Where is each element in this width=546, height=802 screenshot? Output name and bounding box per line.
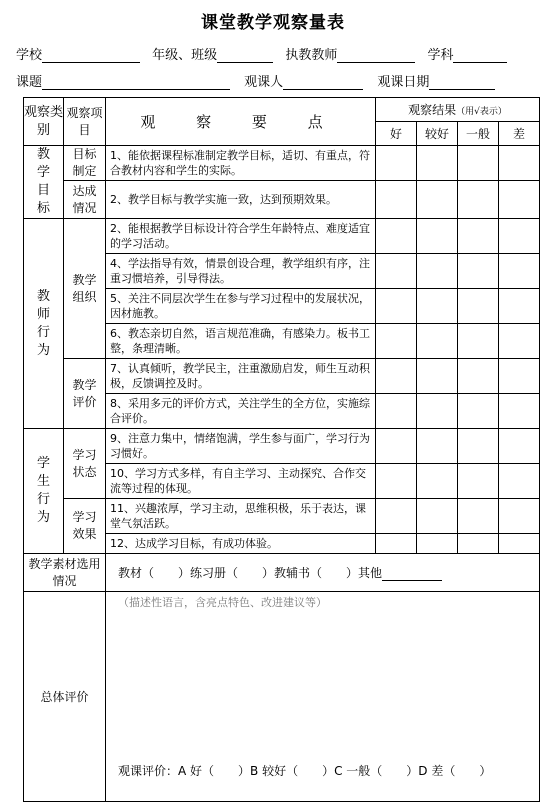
subitem-evaluation-label: 教学评价 xyxy=(72,377,97,409)
check-cell[interactable] xyxy=(417,534,458,554)
point-row: 12、达成学习目标，有成功体验。 xyxy=(106,534,376,554)
check-cell[interactable] xyxy=(417,394,458,429)
rating-average-header: 一般 xyxy=(458,122,499,146)
point-row: 10、学习方式多样，有自主学习、主动探究、合作交流等过程的体现。 xyxy=(106,464,376,499)
check-cell[interactable] xyxy=(417,429,458,464)
check-cell[interactable] xyxy=(376,146,417,181)
grade-class-field[interactable] xyxy=(217,48,273,63)
check-cell[interactable] xyxy=(458,219,499,254)
overall-rating: 观课评价：A 好（ ）B 较好（ ）C 一般（ ）D 差（ ） xyxy=(118,764,492,778)
result-label: 观察结果 xyxy=(408,103,457,117)
check-cell[interactable] xyxy=(417,464,458,499)
check-cell[interactable] xyxy=(499,394,540,429)
point-row: 5、关注不同层次学生在参与学习过程中的发展状况，因材施教。 xyxy=(106,289,376,324)
rating-poor-header: 差 xyxy=(499,122,540,146)
overall-cell[interactable] xyxy=(106,592,540,802)
check-cell[interactable] xyxy=(458,254,499,289)
check-cell[interactable] xyxy=(499,534,540,554)
check-cell[interactable] xyxy=(376,219,417,254)
point-row: 2、能根据教学目标设计符合学生年龄特点、难度适宜的学习活动。 xyxy=(106,219,376,254)
col-item-header: 观察项目 xyxy=(64,98,106,146)
point-row: 4、学法指导有效，情景创设合理，教学组织有序，注重习惯培养，引导得法。 xyxy=(106,254,376,289)
check-cell[interactable] xyxy=(499,289,540,324)
check-cell[interactable] xyxy=(458,181,499,219)
check-cell[interactable] xyxy=(499,429,540,464)
check-cell[interactable] xyxy=(458,359,499,394)
subitem-goal-setting xyxy=(64,146,106,181)
subitem-effect xyxy=(64,499,106,554)
subitem-organization xyxy=(64,219,106,359)
check-cell[interactable] xyxy=(499,464,540,499)
check-cell[interactable] xyxy=(458,464,499,499)
form-title: 课堂教学观察量表 xyxy=(201,13,345,33)
check-cell[interactable] xyxy=(458,394,499,429)
subject-field[interactable] xyxy=(453,48,507,63)
point-row: 7、认真倾听，教学民主，注重激励启发，师生互动积极，反馈调控及时。 xyxy=(106,359,376,394)
point-row: 1、能依据课程标准制定教学目标，适切、有重点，符合教材内容和学生的实际。 xyxy=(106,146,376,181)
check-cell[interactable] xyxy=(417,499,458,534)
rating-good-header: 好 xyxy=(376,122,417,146)
header-line-2 xyxy=(16,71,532,90)
result-note: （用√表示） xyxy=(456,107,507,117)
check-cell[interactable] xyxy=(458,146,499,181)
col-points-header: 观 察 要 点 xyxy=(106,98,376,146)
grade-class-label: 年级、班级 xyxy=(152,48,218,63)
teacher-field[interactable] xyxy=(337,48,415,63)
materials-other-field[interactable] xyxy=(382,566,442,581)
category-student-label: 学生行为 xyxy=(36,456,50,525)
subitem-state xyxy=(64,429,106,499)
check-cell[interactable] xyxy=(417,289,458,324)
check-cell[interactable] xyxy=(376,534,417,554)
subitem-goal-achieve xyxy=(64,181,106,219)
check-cell[interactable] xyxy=(458,499,499,534)
observer-label: 观课人 xyxy=(244,75,284,90)
subject-label: 学科 xyxy=(427,48,454,63)
category-goal-label: 教学目标 xyxy=(36,147,50,216)
check-cell[interactable] xyxy=(376,181,417,219)
check-cell[interactable] xyxy=(499,181,540,219)
point-row: 8、采用多元的评价方式，关注学生的全方位，实施综合评价。 xyxy=(106,394,376,429)
category-student xyxy=(24,429,64,554)
category-teacher xyxy=(24,219,64,429)
topic-field[interactable] xyxy=(42,75,230,90)
overall-hint: （描述性语言，含亮点特色、改进建议等） xyxy=(118,596,327,609)
check-cell[interactable] xyxy=(499,359,540,394)
check-cell[interactable] xyxy=(417,359,458,394)
observer-field[interactable] xyxy=(283,75,363,90)
school-field[interactable] xyxy=(42,48,140,63)
materials-text: 教材（ ）练习册（ ）教辅书（ ）其他 xyxy=(118,566,383,580)
subitem-goal-setting-label: 目标制定 xyxy=(72,147,97,178)
category-teacher-label: 教师行为 xyxy=(36,288,50,358)
check-cell[interactable] xyxy=(417,181,458,219)
subitem-organization-label: 教学组织 xyxy=(72,272,97,304)
subitem-evaluation xyxy=(64,359,106,429)
check-cell[interactable] xyxy=(458,289,499,324)
check-cell[interactable] xyxy=(376,499,417,534)
point-row: 6、教态亲切自然，语言规范准确，有感染力。板书工整，条理清晰。 xyxy=(106,324,376,359)
check-cell[interactable] xyxy=(417,219,458,254)
check-cell[interactable] xyxy=(376,429,417,464)
materials-label: 教学素材选用情况 xyxy=(24,554,106,592)
materials-cell xyxy=(106,554,540,592)
subitem-state-label: 学习状态 xyxy=(72,447,97,479)
col-result-header xyxy=(376,98,540,122)
point-row: 2、教学目标与教学实施一致，达到预期效果。 xyxy=(106,181,376,219)
check-cell[interactable] xyxy=(376,324,417,359)
subitem-effect-label: 学习效果 xyxy=(72,510,97,541)
check-cell[interactable] xyxy=(499,146,540,181)
check-cell[interactable] xyxy=(376,394,417,429)
check-cell[interactable] xyxy=(376,359,417,394)
check-cell[interactable] xyxy=(499,219,540,254)
topic-label: 课题 xyxy=(16,75,43,90)
check-cell[interactable] xyxy=(417,254,458,289)
check-cell[interactable] xyxy=(458,429,499,464)
check-cell[interactable] xyxy=(499,254,540,289)
teacher-label: 执教教师 xyxy=(285,48,338,63)
check-cell[interactable] xyxy=(376,289,417,324)
check-cell[interactable] xyxy=(458,324,499,359)
date-label: 观课日期 xyxy=(377,75,430,90)
check-cell[interactable] xyxy=(376,254,417,289)
check-cell[interactable] xyxy=(499,324,540,359)
point-row: 11、兴趣浓厚，学习主动，思维积极，乐于表达，课堂气氛活跃。 xyxy=(106,499,376,534)
check-cell[interactable] xyxy=(417,146,458,181)
check-cell[interactable] xyxy=(458,534,499,554)
overall-label: 总体评价 xyxy=(24,592,106,802)
category-goal xyxy=(24,146,64,219)
date-field[interactable] xyxy=(429,75,495,90)
check-cell[interactable] xyxy=(376,464,417,499)
check-cell[interactable] xyxy=(499,499,540,534)
rating-fairly-good-header: 较好 xyxy=(417,122,458,146)
subitem-goal-achieve-label: 达成情况 xyxy=(72,183,97,215)
header-line-1 xyxy=(16,44,532,63)
point-row: 9、注意力集中，情绪饱满，学生参与面广，学习行为习惯好。 xyxy=(106,429,376,464)
school-label: 学校 xyxy=(16,48,43,63)
col-category-header: 观察类别 xyxy=(24,98,64,146)
check-cell[interactable] xyxy=(417,324,458,359)
observation-table xyxy=(23,97,540,802)
